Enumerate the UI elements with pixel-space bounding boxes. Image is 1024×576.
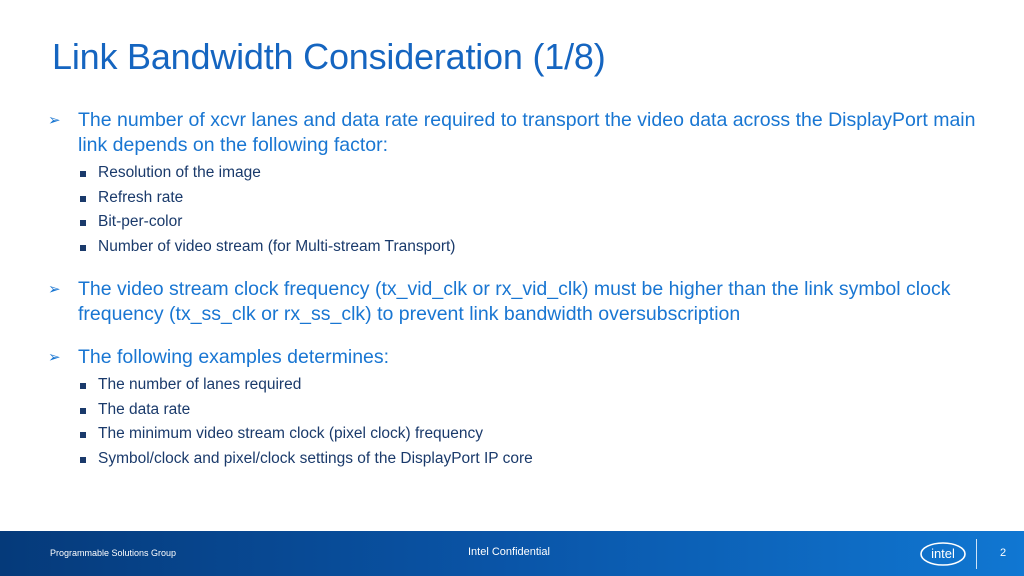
footer-divider <box>976 539 977 569</box>
square-bullet-icon <box>80 408 86 414</box>
sub-bullet-text: Refresh rate <box>98 188 184 206</box>
sub-bullet-list <box>48 373 998 471</box>
bullet-item <box>48 345 998 370</box>
bullet-item <box>48 277 998 327</box>
bullet-text: The video stream clock frequency (tx_vid_clk or rx_vid_clk) must be higher than the link symbol clock frequency (tx_ss_clk or rx_ss_clk) to prevent link bandwidth oversubscription <box>78 278 951 325</box>
square-bullet-icon <box>80 383 86 389</box>
sub-bullet-text: Bit-per-color <box>98 213 183 230</box>
square-bullet-icon <box>80 432 86 438</box>
sub-bullet-item <box>78 398 998 423</box>
sub-bullet-text: Number of video stream (for Multi-stream Transport) <box>98 237 456 255</box>
square-bullet-icon <box>80 457 86 463</box>
sub-bullet-text: The minimum video stream clock (pixel clock) frequency <box>98 425 484 442</box>
square-bullet-icon <box>80 220 86 226</box>
sub-bullet-text: Resolution of the image <box>98 164 261 181</box>
sub-bullet-item <box>78 186 998 211</box>
footer-group-label: Programmable Solutions Group <box>50 548 177 558</box>
sub-bullet-text: The number of lanes required <box>98 376 302 393</box>
bullet-block-1 <box>48 108 998 259</box>
square-bullet-icon <box>80 245 86 251</box>
intel-logo <box>918 539 968 567</box>
footer-confidential-label: Intel Confidential <box>468 546 550 558</box>
sub-bullet-text: Symbol/clock and pixel/clock settings of the DisplayPort IP core <box>98 449 533 467</box>
arrow-bullet-icon: ➢ <box>48 112 61 129</box>
bullet-block-3 <box>48 345 998 471</box>
sub-bullet-item <box>78 447 998 472</box>
square-bullet-icon <box>80 196 86 202</box>
sub-bullet-item <box>78 422 998 447</box>
sub-bullet-text: The data rate <box>98 400 191 418</box>
arrow-bullet-icon: ➢ <box>48 281 61 298</box>
intel-logo-text: intel <box>931 546 955 561</box>
bullet-text: The number of xcvr lanes and data rate required to transport the video data across the DisplayPort main link depends on the following factor: <box>78 109 976 156</box>
footer-bar <box>0 531 1024 576</box>
bullet-item <box>48 108 998 158</box>
arrow-bullet-icon: ➢ <box>48 349 61 366</box>
slide-content <box>48 108 998 483</box>
square-bullet-icon <box>80 171 86 177</box>
bullet-block-2 <box>48 277 998 327</box>
sub-bullet-item <box>78 210 998 235</box>
sub-bullet-item <box>78 235 998 260</box>
sub-bullet-list <box>48 161 998 259</box>
sub-bullet-item <box>78 373 998 398</box>
sub-bullet-item <box>78 161 998 186</box>
bullet-text: The following examples determines: <box>78 346 390 368</box>
page-number: 2 <box>1000 547 1007 559</box>
slide-title: Link Bandwidth Consideration (1/8) <box>52 36 606 77</box>
